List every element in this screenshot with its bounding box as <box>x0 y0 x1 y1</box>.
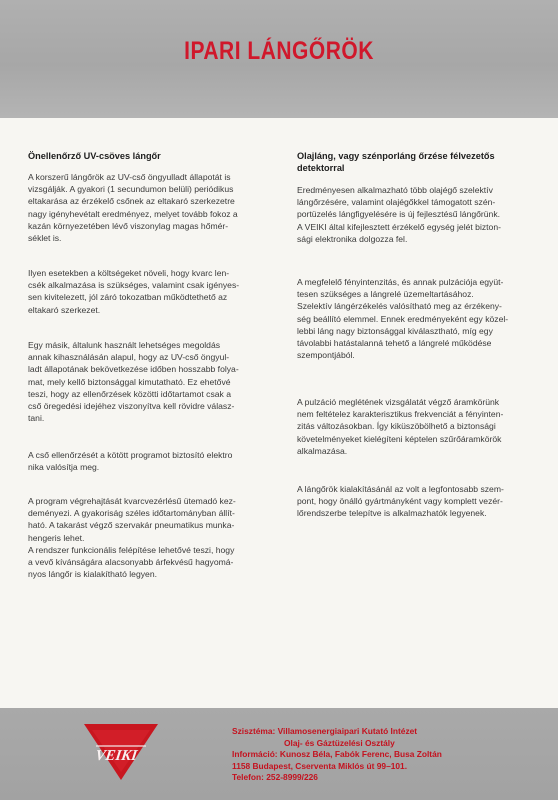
page-title: IPARI LÁNGŐRÖK <box>184 37 374 66</box>
contact-phone: Telefon: 252-8999/226 <box>232 772 318 783</box>
contact-address: 1158 Budapest, Cserventa Miklós út 99–101. <box>232 760 408 771</box>
right-column-heading: Olajláng, vagy szénporláng őrzése félvezetős detektorral <box>297 151 495 173</box>
veiki-logo-mark <box>82 722 160 782</box>
contact-information: Információ: Kunosz Béla, Fabók Ferenc, Busa Zoltán <box>232 749 442 760</box>
left-column <box>28 150 270 580</box>
contact-department: Olaj- és Gáztüzelési Osztály <box>284 737 395 748</box>
left-column-heading: Önellenőrző UV-csöves lángőr <box>28 151 161 161</box>
right-paragraph-4: A lángőrök kialakításánál az volt a legfontosabb szem- pont, hogy önálló gyártmányként vagy komplett vezér- lőrendszerbe telepítve is alkalmazhatók legyenek. <box>297 484 504 519</box>
left-paragraph-5: A program végrehajtását kvarcvezérlésű ütemadó kez- deményezi. A gyakoriság széles időtartományban állít- ható. A takarást végző szervakár pneumatikus munka- hengeris lehet. A rendszer funkcionális felépítése lehetővé teszi, hogy a vevő kívánságára alacsonyabb árfekvésű hagyomá- nyos lángőr is kialakítható legyen. <box>28 496 236 580</box>
left-paragraph-2: Ilyen esetekben a költségeket növeli, hogy kvarc len- csék alkalmazása is szükséges, valamint csak igényes- sen kivitelezett, jól záró tokozatban működtethető az eltakaró szerkezet. <box>28 268 240 315</box>
right-paragraph-2: A megfelelő fényintenzitás, és annak pulzációja együt- tesen szükséges a lángrelé üzemeltartásához. Szelektív lángérzékelés valósítható meg az érzékeny- ség beállító elemmel. Ennek eredményeként egy közel- lebbi láng nagy biztonsággal kiválasztható, míg egy távolabbi hatástalanná tehető a lángrelé működése szempontjából. <box>297 277 509 361</box>
right-paragraph-3: A pulzáció meglétének vizsgálatát végző áramkörünk nem feltételez karakterisztikus frekvenciát a fényinten- zitás változásokban. Így kiküszöbölhető a biztonsági követelményeket kielégíteni képtelen szűrőáramkörök alkalmazása. <box>297 397 504 456</box>
contact-institute: Szisztéma: Villamosenergiaipari Kutató Intézet <box>232 726 418 736</box>
left-paragraph-3: Egy másik, általunk használt lehetséges megoldás annak kihasználásán alapul, hogy az UV-cső öngyul- ladt állapotának bekövetkezése időben hosszabb folya- mat, mely kellő biztonsággal kimutatható. Ez ehetővé teszi, hogy az ellenőrzések közötti időtartamot csak a cső öregedési idejéhez viszonyítva kell rövidre válasz- tani. <box>28 340 239 424</box>
contact-block <box>232 726 442 784</box>
logo-text: VEIKI <box>94 748 139 764</box>
veiki-logo <box>82 722 160 782</box>
left-paragraph-4: A cső ellenőrzését a kötött programot biztosító elektro nika valósítja meg. <box>28 450 233 473</box>
left-paragraph-1: A korszerű lángőrök az UV-cső öngyulladt állapotát is vizsgálják. A gyakori (1 secundumon belüli) periódikus eltakarása az érzékelő csőnek az eltakaró szerkezetre nagy igényhevétalt eredményez, melyet tovább fokoz a kazán környezetében lévő viszonylag magas hőmér- séklet is. <box>28 172 238 244</box>
right-column <box>297 150 541 520</box>
right-paragraph-1: Eredményesen alkalmazható több olajégő szelektív lángőrzésére, valamint olajégőkkel támogatott szén- portüzelés lángfigyelésére is új fejlesztésű lángőrünk. A VEIKI által kifejlesztett érzékelő egység jelét bizton- sági elektronika dolgozza fel. <box>297 185 501 244</box>
